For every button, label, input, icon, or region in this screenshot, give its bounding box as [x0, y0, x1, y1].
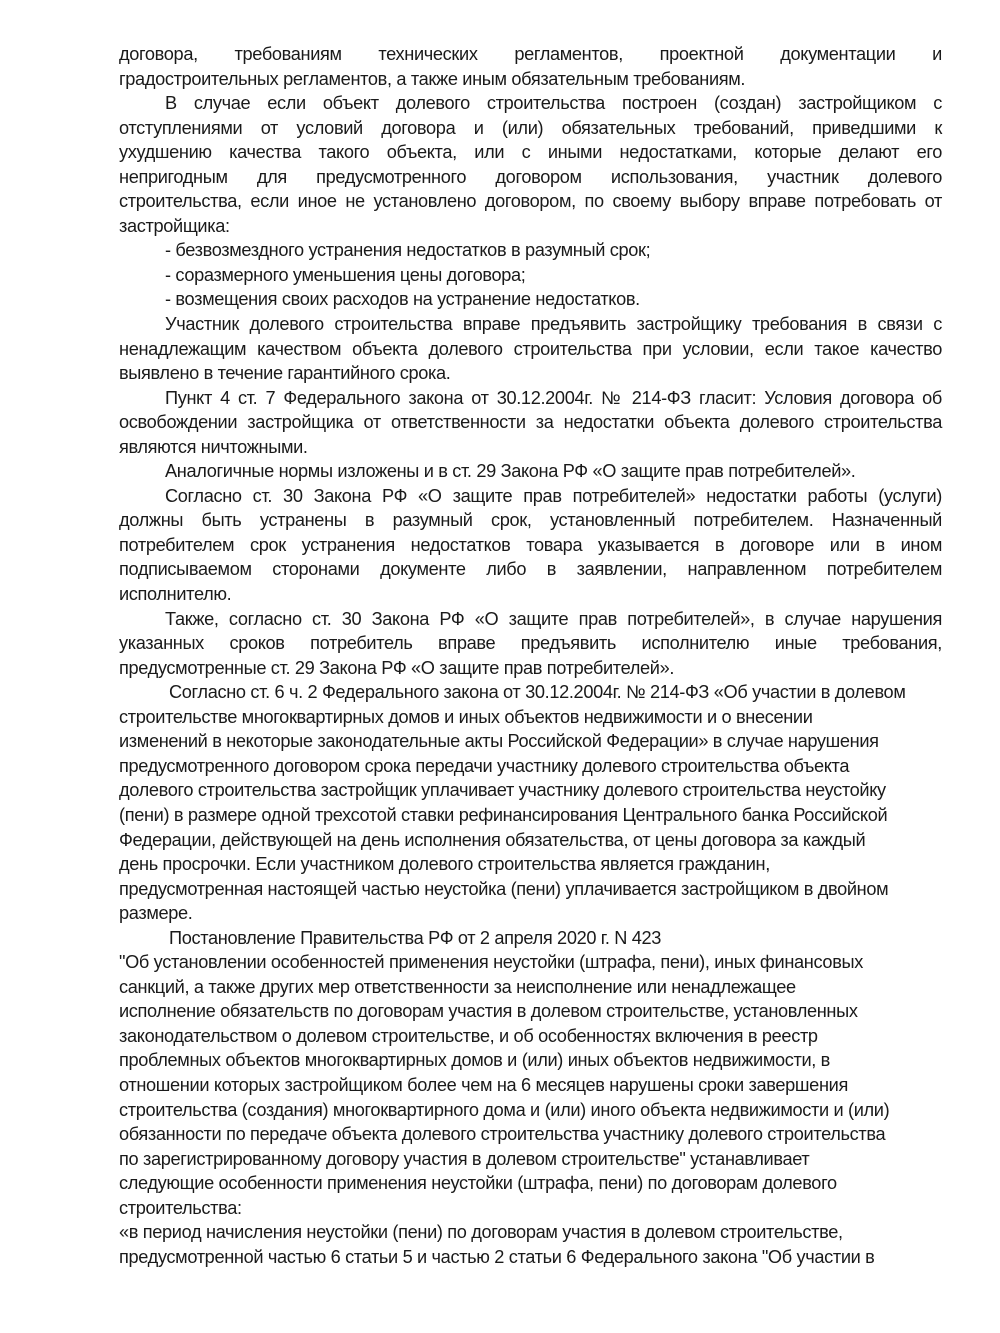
text-line: Федерации, действующей на день исполнения обязательства, от цены договора за каждый	[119, 829, 866, 850]
paragraph-continuation	[119, 42, 942, 91]
text-line: санкций, а также других мер ответственности за неисполнение или ненадлежащее	[119, 976, 796, 997]
text-line: долевого строительства застройщик уплачивает участнику долевого строительства неустойку	[119, 780, 886, 801]
text-line: по зарегистрированному договору участия в долевом строительстве" устанавливает	[119, 1148, 810, 1169]
paragraph-defects-rights	[119, 91, 942, 238]
list-item: - безвозмездного устранения недостатков в разумный срок;	[165, 240, 651, 261]
text-line: проблемных объектов многоквартирных домов и (или) иных объектов недвижимости, в	[119, 1050, 830, 1071]
text-line: В случае если объект долевого строительства построен (создан) застройщиком с	[165, 93, 942, 114]
text-line: размере.	[119, 903, 193, 924]
paragraph-law-214-art6	[119, 680, 942, 925]
text-line: градостроительных регламентов, а также иным обязательным требованиям.	[119, 68, 746, 89]
text-line: выявлено в течение гарантийного срока.	[119, 363, 451, 384]
text-line: (пени) в размере одной трехсотой ставки рефинансирования Центрального банка Российской	[119, 804, 888, 825]
text-line: освобождении застройщика от ответственности за недостатки объекта долевого строительства	[119, 412, 942, 433]
text-line: предусмотренные ст. 29 Закона РФ «О защите прав потребителей».	[119, 657, 675, 678]
text-line: предусмотренной частью 6 статьи 5 и частью 2 статьи 6 Федерального закона "Об участии в	[119, 1246, 875, 1267]
text-line: законодательством о долевом строительстве, и об особенностях включения в реестр	[119, 1025, 818, 1046]
text-line: «в период начисления неустойки (пени) по договорам участия в долевом строительстве,	[119, 1222, 843, 1243]
paragraph-decree-text	[119, 950, 942, 1269]
list-item: - соразмерного уменьшения цены договора;	[165, 264, 526, 285]
text-line: застройщика:	[119, 215, 230, 236]
paragraph-law-214-art7	[119, 386, 942, 460]
text-line: исполнение обязательств по договорам участия в долевом строительстве, установленных	[119, 1001, 858, 1022]
text-line: строительстве многоквартирных домов и иных объектов недвижимости и о внесении	[119, 706, 813, 727]
text-line: отступлениями от условий договора и (или) обязательных требований, приведшими к	[119, 117, 942, 138]
remedies-list	[119, 238, 942, 312]
text-line: договора, требованиям технических регламентов, проектной документации и	[119, 44, 942, 64]
text-line: изменений в некоторые законодательные акты Российской Федерации» в случае нарушения	[119, 731, 879, 752]
text-line: потребителем срок устранения недостатков товара указывается в договоре или в ином	[119, 534, 942, 555]
text-line: Согласно ст. 6 ч. 2 Федерального закона от 30.12.2004г. № 214-ФЗ «Об участии в долевом	[169, 682, 906, 703]
text-line: должны быть устранены в разумный срок, установленный потребителем. Назначенный	[119, 510, 942, 531]
text-line: Участник долевого строительства вправе предъявить застройщику требования в связи с	[165, 314, 942, 335]
text-line: предусмотренная настоящей частью неустойка (пени) уплачивается застройщиком в двойном	[119, 878, 889, 899]
text-line: непригодным для предусмотренного договором использования, участник долевого	[119, 166, 942, 187]
list-item: - возмещения своих расходов на устранение недостатков.	[165, 289, 640, 310]
text-line: являются ничтожными.	[119, 436, 308, 457]
text-line: указанных сроков потребитель вправе предъявить исполнителю иные требования,	[119, 633, 942, 654]
document-page	[119, 42, 942, 1269]
text-line: обязанности по передаче объекта долевого строительства участнику долевого строительства	[119, 1124, 886, 1145]
paragraph-art30-violation	[119, 607, 942, 681]
text-line: Пункт 4 ст. 7 Федерального закона от 30.12.2004г. № 214-ФЗ гласит: Условия договора об	[165, 387, 942, 408]
text-line: предусмотренного договором срока передачи участнику долевого строительства объекта	[119, 755, 850, 776]
paragraph-warranty	[119, 312, 942, 386]
text-line: Согласно ст. 30 Закона РФ «О защите прав потребителей» недостатки работы (услуги)	[165, 485, 942, 506]
text-line: исполнителю.	[119, 584, 232, 605]
text-line: день просрочки. Если участником долевого строительства является гражданин,	[119, 854, 770, 875]
text-line: "Об установлении особенностей применения неустойки (штрафа, пени), иных финансовых	[119, 952, 863, 973]
paragraph-decree-heading	[119, 926, 942, 951]
text-line: ненадлежащим качеством объекта долевого строительства при условии, если такое качество	[119, 338, 942, 359]
text-line: Постановление Правительства РФ от 2 апреля 2020 г. N 423	[169, 927, 662, 948]
text-line: Также, согласно ст. 30 Закона РФ «О защите прав потребителей», в случае нарушения	[165, 608, 942, 629]
paragraph-similar-norms	[119, 459, 942, 484]
text-line: строительства, если иное не установлено договором, по своему выбору вправе потребовать от	[119, 191, 942, 212]
text-line: отношении которых застройщиком более чем на 6 месяцев нарушены сроки завершения	[119, 1074, 848, 1095]
text-line: следующие особенности применения неустойки (штрафа, пени) по договорам долевого	[119, 1173, 837, 1194]
text-line: строительства (создания) многоквартирного дома и (или) иного объекта недвижимости и (или)	[119, 1099, 890, 1120]
text-line: подписываемом сторонами документе либо в заявлении, направленном потребителем	[119, 559, 942, 580]
text-line: Аналогичные нормы изложены и в ст. 29 Закона РФ «О защите прав потребителей».	[165, 461, 856, 482]
text-line: ухудшению качества такого объекта, или с иными недостатками, которые делают его	[119, 142, 942, 163]
paragraph-art30-consumer	[119, 484, 942, 607]
text-line: строительства:	[119, 1197, 242, 1218]
